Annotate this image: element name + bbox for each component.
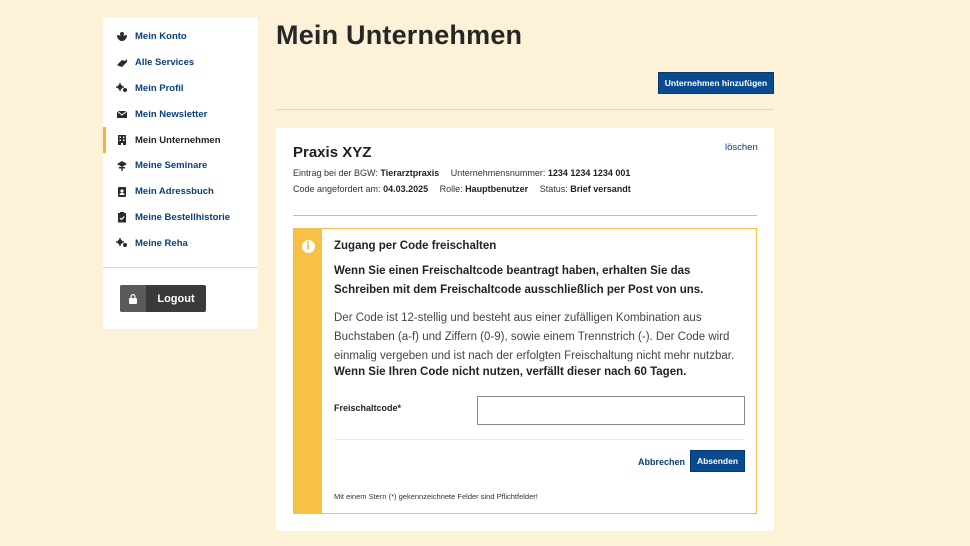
sidebar-item-label: Mein Newsletter xyxy=(135,108,208,120)
lock-icon xyxy=(120,285,146,312)
account-icon xyxy=(115,30,129,44)
sidebar-item-alle-services[interactable] xyxy=(103,50,258,76)
sidebar-item-label: Meine Bestellhistorie xyxy=(135,211,231,223)
company-name: Praxis XYZ xyxy=(293,144,372,161)
add-company-button[interactable]: Unternehmen hinzufügen xyxy=(658,72,774,94)
sidebar-item-mein-adressbuch[interactable] xyxy=(103,179,258,205)
status-value: Brief versandt xyxy=(570,184,631,194)
info-icon: i xyxy=(302,240,315,253)
profile-gears-icon xyxy=(115,81,129,95)
sidebar-item-meine-bestellhistorie[interactable] xyxy=(103,205,258,231)
sidebar-item-label: Mein Profil xyxy=(135,82,184,94)
info-stripe xyxy=(294,229,322,513)
sidebar-item-meine-reha[interactable] xyxy=(103,230,258,256)
clipboard-check-icon xyxy=(115,210,129,224)
cancel-button[interactable]: Abbrechen xyxy=(638,457,686,467)
role-value: Hauptbenutzer xyxy=(465,184,529,194)
sidebar-item-mein-konto[interactable] xyxy=(103,24,258,50)
newsletter-icon xyxy=(115,107,129,121)
unlock-lead: Wenn Sie einen Freischaltcode beantragt haben, erhalten Sie das Schreiben mit dem Freischaltcode ausschließlich per Post von uns. xyxy=(334,265,704,296)
header-divider xyxy=(276,109,774,110)
number-label: Unternehmensnummer: xyxy=(450,168,546,178)
sidebar-item-label: Mein Konto xyxy=(135,31,187,43)
building-icon xyxy=(115,133,129,147)
sidebar-item-label: Mein Unternehmen xyxy=(135,134,221,146)
sidebar-item-mein-newsletter[interactable] xyxy=(103,101,258,127)
role-label: Rolle: xyxy=(439,184,463,194)
sidebar-item-label: Mein Adressbuch xyxy=(135,186,214,198)
status-label: Status: xyxy=(539,184,568,194)
unlock-expiry-note: Wenn Sie Ihren Code nicht nutzen, verfällt dieser nach 60 Tagen. xyxy=(334,366,687,378)
seminar-icon xyxy=(115,159,129,173)
form-divider xyxy=(334,439,745,440)
reha-gears-icon xyxy=(115,236,129,250)
sidebar-item-label: Meine Seminare xyxy=(135,160,208,172)
logout-button[interactable] xyxy=(120,285,206,312)
code-field-label-text: Freischaltcode xyxy=(334,403,398,413)
logout-label: Logout xyxy=(157,292,195,305)
unlock-form xyxy=(322,229,756,513)
company-meta-line-2 xyxy=(293,184,631,194)
number-value: 1234 1234 1234 001 xyxy=(547,168,631,178)
unlock-heading: Zugang per Code freischalten xyxy=(334,240,497,252)
sidebar-item-mein-unternehmen[interactable] xyxy=(103,127,258,153)
unlock-code-panel xyxy=(293,228,757,514)
sidebar-item-label: Meine Reha xyxy=(135,237,188,249)
sidebar-item-meine-seminare[interactable] xyxy=(103,153,258,179)
sidebar-item-mein-profil[interactable] xyxy=(103,76,258,102)
company-card xyxy=(276,128,774,531)
code-date-label: Code angefordert am: xyxy=(293,184,381,194)
required-fields-note: Mit einem Stern (*) gekennzeichnete Felder sind Pflichtfelder! xyxy=(334,492,538,501)
sidebar-item-label: Alle Services xyxy=(135,57,195,69)
code-date-value: 04.03.2025 xyxy=(383,184,429,194)
unlock-description: Der Code ist 12-stellig und besteht aus einer zufälligen Kombination aus Buchstaben (a-f) und Ziffern (0-9), sowie einem Trennstrich (-). Der Code wird einmalig vergeben und ist nach der erfolgten Freischaltung nicht mehr nutzbar. xyxy=(334,312,735,362)
sidebar xyxy=(103,18,258,329)
addressbook-icon xyxy=(115,185,129,199)
entry-label: Eintrag bei der BGW: xyxy=(293,168,378,178)
code-field-label xyxy=(334,403,401,413)
submit-button[interactable]: Absenden xyxy=(690,450,745,472)
required-marker: * xyxy=(397,403,402,413)
card-divider xyxy=(293,215,757,216)
unlock-code-input[interactable] xyxy=(477,396,745,425)
delete-link[interactable]: löschen xyxy=(725,142,758,153)
page-title: Mein Unternehmen xyxy=(276,20,523,50)
entry-value: Tierarztpraxis xyxy=(380,168,440,178)
company-meta-line-1 xyxy=(293,168,630,178)
services-icon xyxy=(115,56,129,70)
sidebar-divider xyxy=(103,267,258,268)
